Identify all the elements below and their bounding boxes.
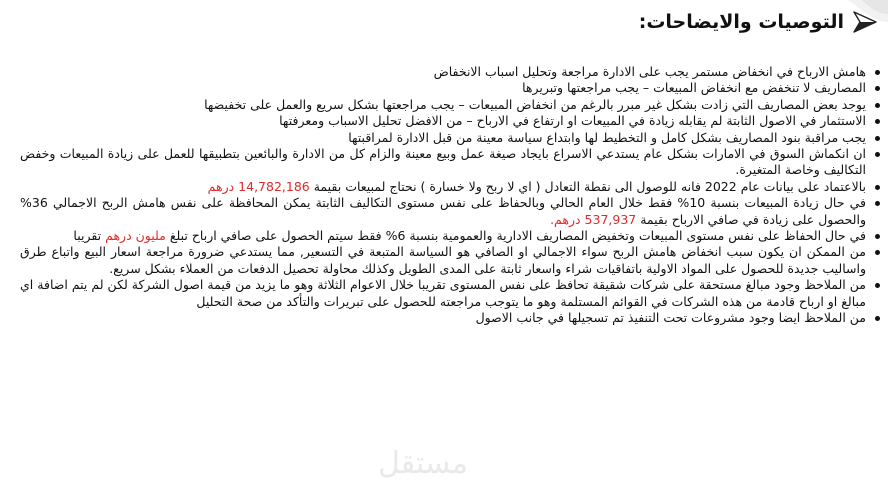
- recommendation-item: [20, 179, 882, 195]
- recommendation-item: [20, 130, 882, 146]
- recommendation-item: [20, 80, 882, 96]
- recommendation-text: من الملاحظ وجود مبالغ مستحقة على شركات شقيقة تحافظ على نفس المستوى تقريبا خلال الاعوام الثلاثة وهو ما يزيد من قيمة اصول الشركة لكن لم يتم اضافة اي مبالغ او ارباح قادمة من هذه الشركات في القوائم المستلمة وهو ما يتوجب مراجعته للحصول على تبريرات والتأكد من صحة التحليل: [20, 277, 866, 309]
- recommendation-item: [20, 146, 882, 179]
- recommendation-text: في حال الحفاظ على نفس مستوى المبيعات وتخفيض المصاريف الادارية والعمومية بنسبة 6% فقط سيتم الحصول على صافي ارباح تبلغ: [165, 228, 866, 244]
- page-title: التوصيات والايضاحات:: [638, 11, 844, 33]
- recommendation-item: [20, 195, 882, 228]
- recommendation-text: يجب مراقبة بنود المصاريف بشكل كامل و التخطيط لها وابتداع سياسة معينة من قبل الادارة لمراقبتها: [348, 129, 866, 145]
- recommendation-text: من الممكن ان يكون سبب انخفاض هامش الربح سواء الاجمالي او الصافي هو السياسة المتبعة في التسعير, مما يستدعي ضرورة مراجعة اسعار البيع واتباع طرق واساليب جديدة للحصول على المواد الاولية باتفاقيات شراء واسعار ثابتة على المدى الطويل وكذلك محاولة تحصيل الدفعات من العملاء بشكل سريع.: [20, 244, 866, 276]
- recommendation-item: [20, 244, 882, 277]
- recommendations-list: [20, 64, 882, 327]
- highlight-value: 537,937 درهم.: [550, 211, 637, 227]
- watermark: مستقل: [378, 446, 468, 481]
- recommendation-text: من الملاحظ ايضا وجود مشروعات تحت التنفيذ تم تسجيلها في جانب الاصول: [475, 310, 866, 326]
- title-row: [639, 6, 878, 38]
- recommendation-item: [20, 310, 882, 326]
- recommendation-text: بالاعتماد على بيانات عام 2022 فانه للوصول الى نقطة التعادل ( اي لا ربح ولا خسارة ) نحتاج لمبيعات بقيمة: [309, 178, 866, 194]
- recommendation-text: ان انكماش السوق في الامارات بشكل عام يستدعي الاسراع بايجاد صيغة عمل وبيع معينة والزام كل من الادارة والبائعين بتطبيقها للعمل على زيادة المبيعات وخفض التكاليف وخاصة المتغيرة.: [20, 146, 866, 178]
- recommendation-text: الاستثمار في الاصول الثابتة لم يقابله زيادة في المبيعات او ارتفاع في الارباح – من الافضل تحليل الاسباب ومعرفتها: [279, 113, 866, 129]
- highlight-value: مليون درهم: [105, 228, 166, 244]
- recommendation-text: هامش الارباح في انخفاض مستمر يجب على الادارة مراجعة وتحليل اسباب الانخفاض: [433, 64, 866, 79]
- recommendation-item: [20, 113, 882, 129]
- recommendation-item: [20, 277, 882, 310]
- highlight-value: 14,782,186 درهم: [207, 178, 310, 194]
- recommendation-text: المصاريف لا تنخفض مع انخفاض المبيعات – يجب مراجعتها وتبريرها: [522, 80, 866, 96]
- recommendation-item: [20, 97, 882, 113]
- recommendation-item: [20, 64, 882, 80]
- recommendation-text: يوجد بعض المصاريف التي زادت بشكل غير مبرر بالرغم من انخفاض المبيعات – يجب مراجعتها بشكل سريع والعمل على تخفيضها: [204, 96, 866, 112]
- recommendation-item: [20, 228, 882, 244]
- recommendation-text: في حال زيادة المبيعات بنسبة 10% فقط خلال العام الحالي وبالحفاظ على نفس مستوى التكاليف الثابتة يمكن المحافظة على نفس هامش الربح الاجمالي 36% والحصول على زيادة في صافي الارباح بقيمة: [20, 195, 867, 227]
- recommendation-text-tail: تقريبا: [73, 228, 106, 244]
- arrow-bullet-icon: [852, 9, 878, 35]
